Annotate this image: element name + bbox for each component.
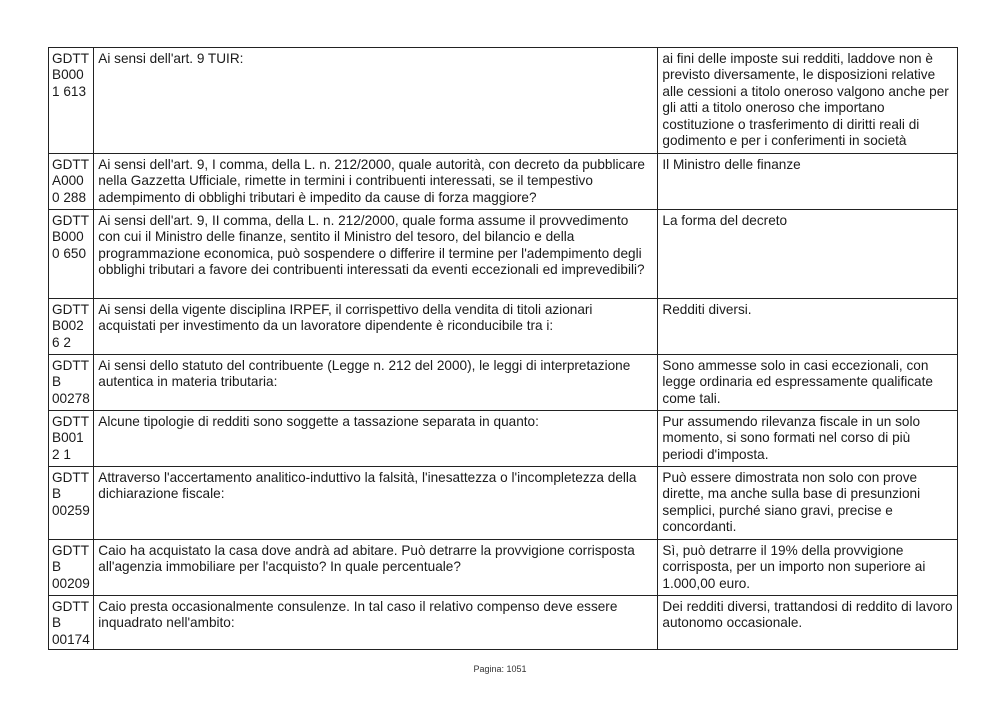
question-code: GDTT B0000 650: [49, 210, 94, 299]
table-row: [49, 48, 958, 154]
question-code: GDTT B0026 2: [49, 299, 94, 355]
question-text: Ai sensi dello statuto del contribuente (Legge n. 212 del 2000), le leggi di interpretazione autentica in materia tributaria:: [94, 355, 658, 411]
question-text: Ai sensi dell'art. 9 TUIR:: [94, 48, 658, 154]
answer-text: La forma del decreto: [658, 210, 958, 299]
table-row: [49, 596, 958, 650]
table-row: [49, 411, 958, 467]
question-code: GDTTB 00209: [49, 540, 94, 596]
table-row: [49, 154, 958, 210]
question-text: Attraverso l'accertamento analitico-induttivo la falsità, l'inesattezza o l'incompletezza della dichiarazione fiscale:: [94, 467, 658, 540]
table-row: [49, 299, 958, 355]
question-text: Caio ha acquistato la casa dove andrà ad abitare. Può detrarre la provvigione corrisposta all'agenzia immobiliare per l'acquisto? In quale percentuale?: [94, 540, 658, 596]
table-row: [49, 540, 958, 596]
question-code: GDTTB 00259: [49, 467, 94, 540]
answer-text: Sono ammesse solo in casi eccezionali, con legge ordinaria ed espressamente qualificate come tali.: [658, 355, 958, 411]
question-code: GDTTB 00278: [49, 355, 94, 411]
answer-text: Sì, può detrarre il 19% della provvigione corrisposta, per un importo non superiore ai 1.000,00 euro.: [658, 540, 958, 596]
question-table: [48, 47, 958, 650]
answer-text: Può essere dimostrata non solo con prove dirette, ma anche sulla base di presunzioni semplici, purché siano gravi, precise e concordanti.: [658, 467, 958, 540]
question-text: Ai sensi dell'art. 9, II comma, della L. n. 212/2000, quale forma assume il provvedimento con cui il Ministro delle finanze, sentito il Ministro del tesoro, del bilancio e della programmazione economica, può sospendere o differire il termine per l'adempimento degli obblighi tributari a favore dei contribuenti interessati da eventi eccezionali ed imprevedibili?: [94, 210, 658, 299]
answer-text: Dei redditi diversi, trattandosi di reddito di lavoro autonomo occasionale.: [658, 596, 958, 650]
question-code: GDTTB 00174: [49, 596, 94, 650]
question-code: GDTT B0012 1: [49, 411, 94, 467]
question-text: Ai sensi dell'art. 9, I comma, della L. n. 212/2000, quale autorità, con decreto da pubblicare nella Gazzetta Ufficiale, rimette in termini i contribuenti interessati, se il tempestivo adempimento di obblighi tributari è impedito da cause di forza maggiore?: [94, 154, 658, 210]
question-text: Alcune tipologie di redditi sono soggette a tassazione separata in quanto:: [94, 411, 658, 467]
answer-text: Il Ministro delle finanze: [658, 154, 958, 210]
question-code: GDTT B0001 613: [49, 48, 94, 154]
table-row: [49, 355, 958, 411]
answer-text: ai fini delle imposte sui redditi, laddove non è previsto diversamente, le disposizioni relative alle cessioni a titolo oneroso valgono anche per gli atti a titolo oneroso che importano costituzione o trasferimento di diritti reali di godimento e per i conferimenti in società: [658, 48, 958, 154]
answer-text: Pur assumendo rilevanza fiscale in un solo momento, si sono formati nel corso di più periodi d'imposta.: [658, 411, 958, 467]
question-text: Caio presta occasionalmente consulenze. In tal caso il relativo compenso deve essere inquadrato nell'ambito:: [94, 596, 658, 650]
table-row: [49, 467, 958, 540]
question-text: Ai sensi della vigente disciplina IRPEF, il corrispettivo della vendita di titoli azionari acquistati per investimento da un lavoratore dipendente è riconducibile tra i:: [94, 299, 658, 355]
page-number: Pagina: 1051: [473, 664, 527, 674]
table-row: [49, 210, 958, 299]
answer-text: Redditi diversi.: [658, 299, 958, 355]
question-code: GDTT A0000 288: [49, 154, 94, 210]
